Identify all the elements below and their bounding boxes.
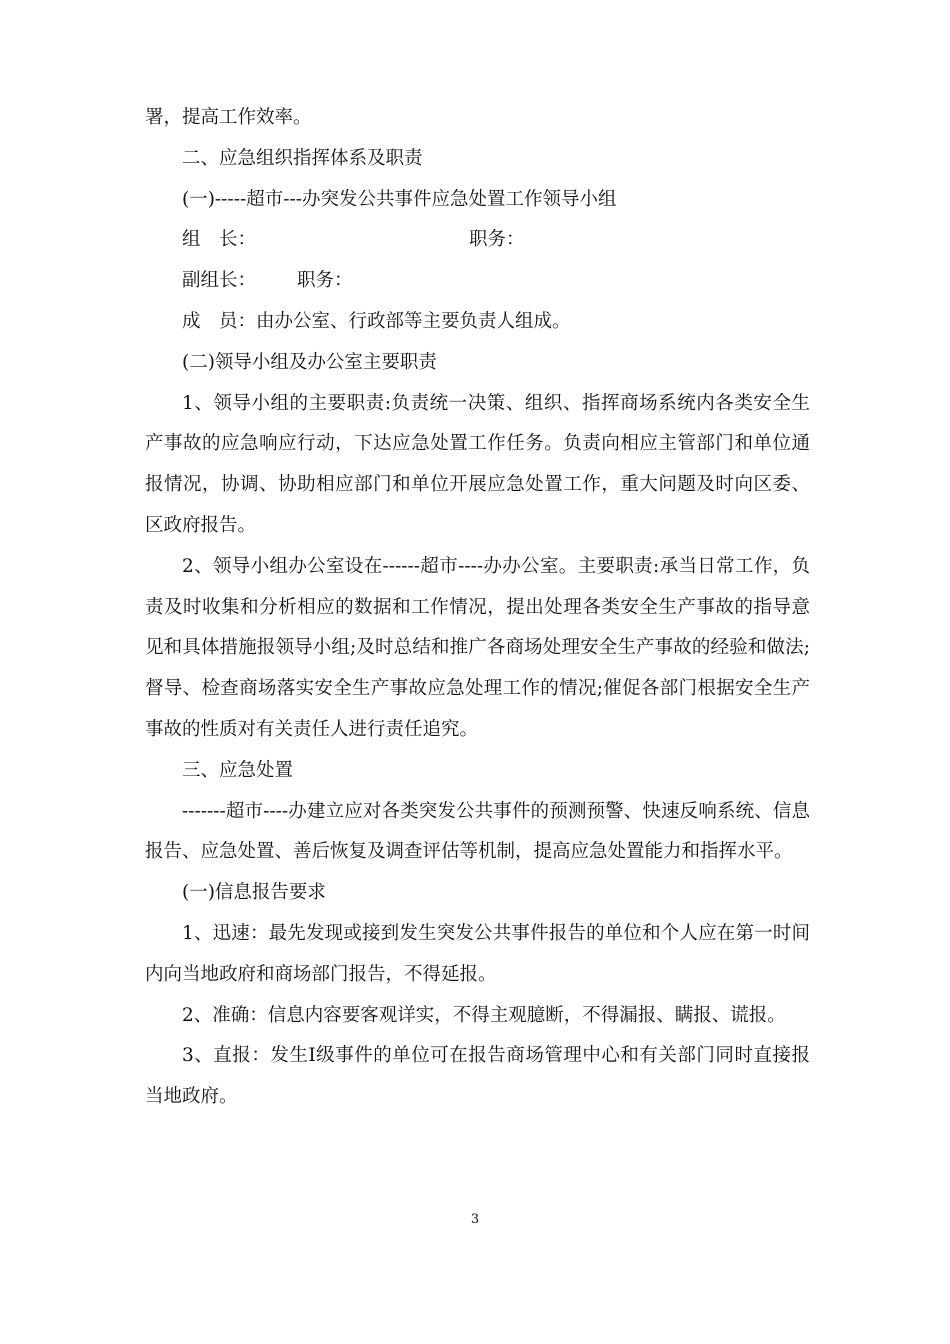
paragraph-accurate: 2、准确：信息内容要客观详实，不得主观臆断，不得漏报、瞒报、谎报。	[182, 1004, 786, 1026]
subsection-heading-2: (二)领导小组及办公室主要职责	[182, 351, 437, 373]
paragraph-continuation: 署，提高工作效率。	[145, 107, 312, 128]
members-line: 成 员：由办公室、行政部等主要负责人组成。	[182, 310, 571, 332]
page-number: 3	[470, 1212, 480, 1227]
section-heading-2: 二、应急组织指挥体系及职责	[182, 147, 423, 169]
leader-row	[145, 220, 810, 261]
deputy-duty-label: 职务：	[297, 270, 353, 292]
paragraph-rapid: 1、迅速：最先发现或接到发生突发公共事件报告的单位和个人应在第一时间内向当地政府和商场部门报告，不得延报。	[145, 922, 810, 985]
leader-label: 组 长：	[182, 229, 257, 251]
paragraph-leader-duties: 1、领导小组的主要职责:负责统一决策、组织、指挥商场系统内各类安全生产事故的应急响应行动，下达应急处置工作任务。负责向相应主管部门和单位通报情况，协调、协助相应部门和单位开展应急处置工作，重大问题及时向区委、区政府报告。	[145, 392, 810, 536]
subsection-heading-1: (一)-----超市---办突发公共事件应急处置工作领导小组	[182, 188, 617, 210]
paragraph-mechanism: -------超市----办建立应对各类突发公共事件的预测预警、快速反响系统、信息报告、应急处置、善后恢复及调查评估等机制，提高应急处置能力和指挥水平。	[145, 800, 810, 863]
deputy-leader-label: 副组长：	[182, 270, 257, 292]
leader-duty-label: 职务：	[469, 229, 525, 251]
subsection-heading-report: (一)信息报告要求	[182, 882, 326, 904]
paragraph-direct: 3、直报：发生Ⅰ级事件的单位可在报告商场管理中心和有关部门同时直接报当地政府。	[145, 1045, 810, 1108]
section-heading-3: 三、应急处置	[182, 759, 294, 781]
deputy-leader-row	[145, 261, 810, 302]
paragraph-office-duties: 2、领导小组办公室设在------超市----办办公室。主要职责:承当日常工作，负责及时收集和分析相应的数据和工作情况，提出处理各类安全生产事故的指导意见和具体措施报领导小组;及时总结和推广各商场处理安全生产事故的经验和做法;督导、检查商场落实安全生产事故应急处理工作的情况;催促各部门根据安全生产事故的性质对有关责任人进行责任追究。	[145, 555, 810, 740]
document-body	[145, 98, 810, 1118]
